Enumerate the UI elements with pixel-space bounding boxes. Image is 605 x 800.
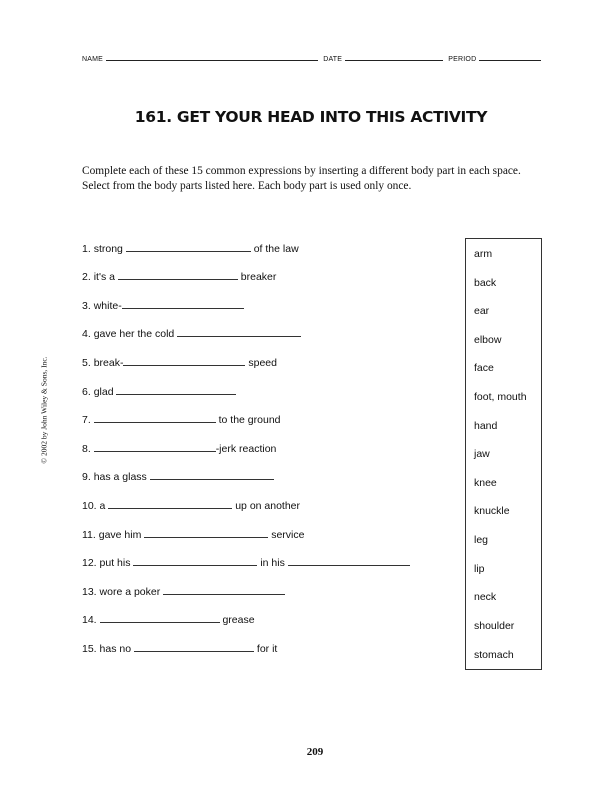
expression-item xyxy=(82,297,244,311)
word-bank xyxy=(465,238,542,670)
word-bank-item: hand xyxy=(474,420,498,432)
expression-item xyxy=(82,468,274,482)
date-field[interactable] xyxy=(345,53,443,61)
word-bank-item: neck xyxy=(474,591,497,603)
expression-item xyxy=(82,526,304,540)
word-bank-item: jaw xyxy=(474,448,490,460)
item-number: 2. xyxy=(82,271,91,283)
answer-blank[interactable] xyxy=(118,268,238,280)
item-number: 4. xyxy=(82,328,91,340)
item-text-after: up on another xyxy=(235,500,301,512)
item-text-before: glad xyxy=(93,386,114,398)
name-label: NAME xyxy=(82,56,104,63)
item-text-before: gave her the cold xyxy=(93,328,175,340)
expression-item xyxy=(82,497,300,511)
item-number: 5. xyxy=(82,357,91,369)
word-bank-item: elbow xyxy=(474,334,502,346)
date-label: DATE xyxy=(323,56,343,63)
student-info-header xyxy=(82,53,544,63)
answer-blank[interactable] xyxy=(123,354,245,366)
item-number: 8. xyxy=(82,443,91,455)
item-text-before: white- xyxy=(93,300,122,312)
instructions: Complete each of these 15 common expressions by inserting a different body part in each space. Select from the body parts listed here. Each body part is used only once. xyxy=(82,165,521,192)
item-text-before: gave him xyxy=(98,529,142,541)
expression-item xyxy=(82,640,277,654)
expression-item xyxy=(82,383,236,397)
item-text-before: has no xyxy=(99,643,132,655)
answer-blank[interactable] xyxy=(108,497,232,509)
expression-item xyxy=(82,583,285,597)
item-text-before: strong xyxy=(93,243,123,255)
expression-item xyxy=(82,440,276,454)
item-text-middle: in his xyxy=(260,557,285,569)
item-text-before: break- xyxy=(93,357,124,369)
item-text-after: grease xyxy=(222,614,255,626)
word-bank-item: back xyxy=(474,277,497,289)
word-bank-item: lip xyxy=(474,563,485,575)
expression-item xyxy=(82,554,410,568)
item-number: 3. xyxy=(82,300,91,312)
item-number: 11. xyxy=(82,529,96,541)
answer-blank[interactable] xyxy=(100,611,220,623)
item-text-after: to the ground xyxy=(218,414,281,426)
period-field[interactable] xyxy=(479,53,541,61)
period-label: PERIOD xyxy=(448,56,477,63)
expression-item xyxy=(82,611,255,625)
copyright-note: © 2002 by John Wiley & Sons, Inc. xyxy=(39,356,49,464)
word-bank-item: foot, mouth xyxy=(474,391,527,403)
word-bank-item: knee xyxy=(474,477,497,489)
item-text-after: speed xyxy=(248,357,277,369)
item-number: 10. xyxy=(82,500,97,512)
name-field[interactable] xyxy=(106,53,318,61)
item-number: 9. xyxy=(82,471,91,483)
expression-item xyxy=(82,240,299,254)
item-text-before: a xyxy=(99,500,106,512)
word-bank-item: arm xyxy=(474,248,493,260)
item-text-before: it's a xyxy=(93,271,115,283)
expression-item xyxy=(82,354,277,368)
item-text-after: service xyxy=(271,529,305,541)
word-bank-item: knuckle xyxy=(474,505,510,517)
expression-item xyxy=(82,268,276,282)
answer-blank[interactable] xyxy=(116,383,236,395)
word-bank-item: stomach xyxy=(474,649,514,661)
answer-blank[interactable] xyxy=(150,468,274,480)
answer-blank[interactable] xyxy=(134,640,254,652)
item-number: 6. xyxy=(82,386,91,398)
answer-blank[interactable] xyxy=(144,526,268,538)
item-text-before: wore a poker xyxy=(99,586,161,598)
item-text-before: put his xyxy=(99,557,131,569)
item-text-after: of the law xyxy=(253,243,299,255)
answer-blank[interactable] xyxy=(94,411,216,423)
answer-blank[interactable] xyxy=(163,583,285,595)
answer-blank[interactable] xyxy=(122,297,244,309)
expression-item xyxy=(82,325,301,339)
answer-blank[interactable] xyxy=(133,554,257,566)
page-title: 161. GET YOUR HEAD INTO THIS ACTIVITY xyxy=(134,108,488,126)
answer-blank[interactable] xyxy=(94,440,216,452)
item-text-after: breaker xyxy=(240,271,277,283)
word-bank-item: leg xyxy=(474,534,489,546)
item-number: 15. xyxy=(82,643,97,655)
answer-blank[interactable] xyxy=(288,554,410,566)
word-bank-item: shoulder xyxy=(474,620,515,632)
word-bank-item: face xyxy=(474,362,494,374)
item-text-before: has a glass xyxy=(93,471,147,483)
answer-blank[interactable] xyxy=(177,325,301,337)
expression-item xyxy=(82,411,281,425)
item-number: 14. xyxy=(82,614,97,626)
item-number: 13. xyxy=(82,586,97,598)
item-text-after: for it xyxy=(256,643,278,655)
item-number: 12. xyxy=(82,557,97,569)
word-bank-item: ear xyxy=(474,305,490,317)
answer-blank[interactable] xyxy=(126,240,251,252)
item-text-after: -jerk reaction xyxy=(215,443,277,455)
item-number: 1. xyxy=(82,243,91,255)
item-number: 7. xyxy=(82,414,91,426)
page-number: 209 xyxy=(306,746,324,758)
